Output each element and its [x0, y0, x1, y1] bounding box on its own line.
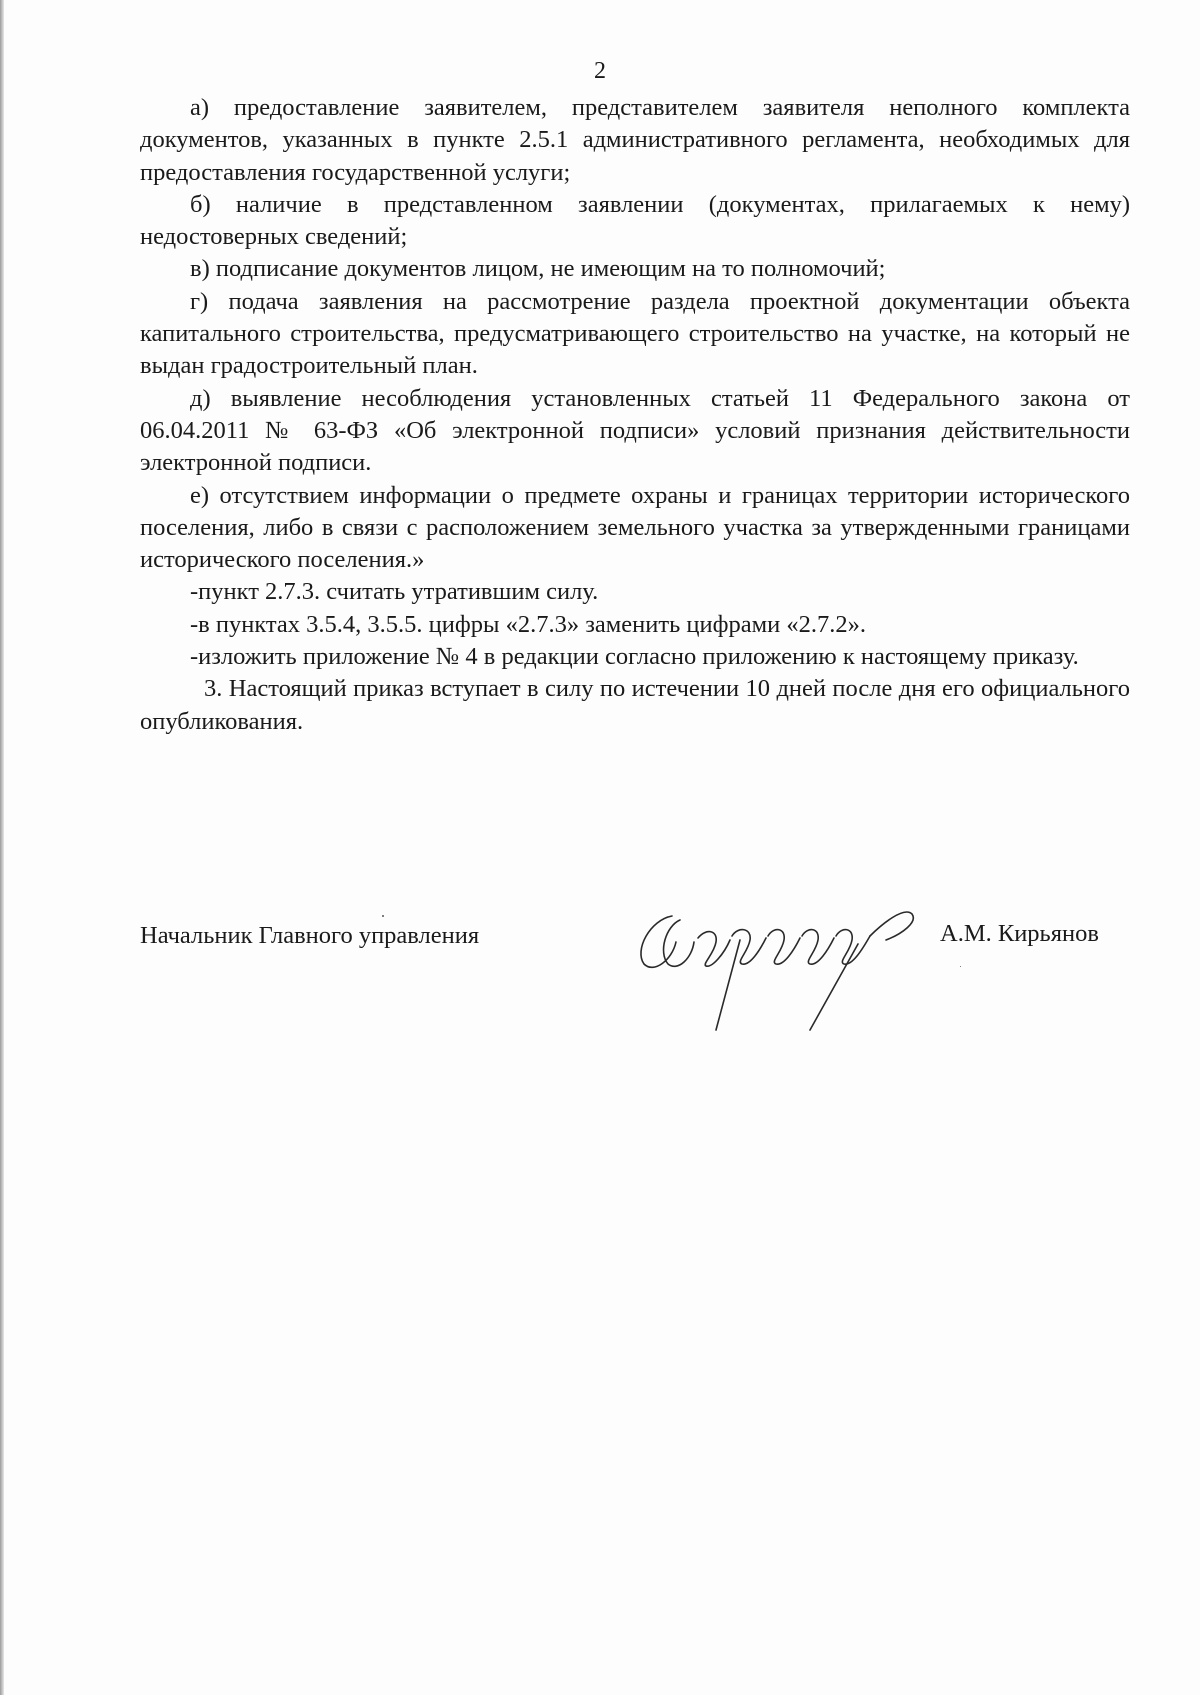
- paragraph-appendix-4: -изложить приложение № 4 в редакции согласно приложению к настоящему приказу.: [190, 643, 1079, 671]
- document-body: [140, 92, 1130, 738]
- signature-block: [140, 900, 1130, 1050]
- page-number: 2: [594, 58, 606, 84]
- paragraph-item-g: г) подача заявления на рассмотрение раздела проектной документации объекта капитального строительства, предусматривающего строительство на участке, на который не выдан градостроительный план.: [140, 287, 1130, 380]
- paragraph-item-d: д) выявление несоблюдения установленных статьей 11 Федерального закона от 06.04.2011 № 63-ФЗ «Об электронной подписи» условий признания действительности электронной подписи.: [140, 384, 1130, 477]
- scan-edge: [0, 0, 4, 1695]
- scan-speck: [382, 915, 384, 917]
- signatory-title: Начальник Главного управления: [140, 922, 480, 949]
- scan-speck: [960, 966, 961, 967]
- signatory-name: А.М. Кирьянов: [940, 920, 1099, 947]
- paragraph-clause-273: -пункт 2.7.3. считать утратившим силу.: [190, 578, 599, 606]
- handwritten-signature: [620, 880, 950, 1050]
- paragraph-item-a: а) предоставление заявителем, представителем заявителя неполного комплекта документов, указанных в пункте 2.5.1 административного регламента, необходимых для предоставления государственной услуги;: [140, 94, 1130, 186]
- paragraph-item-e: е) отсутствием информации о предмете охраны и границах территории исторического поселения, либо в связи с расположением земельного участка за утвержденными границами исторического поселения.»: [140, 481, 1130, 574]
- paragraph-item-v: в) подписание документов лицом, не имеющим на то полномочий;: [190, 255, 886, 283]
- paragraph-item-3: 3. Настоящий приказ вступает в силу по истечении 10 дней после дня его официального опубликования.: [140, 675, 1130, 735]
- paragraph-item-b: б) наличие в представленном заявлении (документах, прилагаемых к нему) недостоверных сведений;: [140, 190, 1130, 251]
- paragraph-clause-354: -в пунктах 3.5.4, 3.5.5. цифры «2.7.3» заменить цифрами «2.7.2».: [190, 610, 866, 638]
